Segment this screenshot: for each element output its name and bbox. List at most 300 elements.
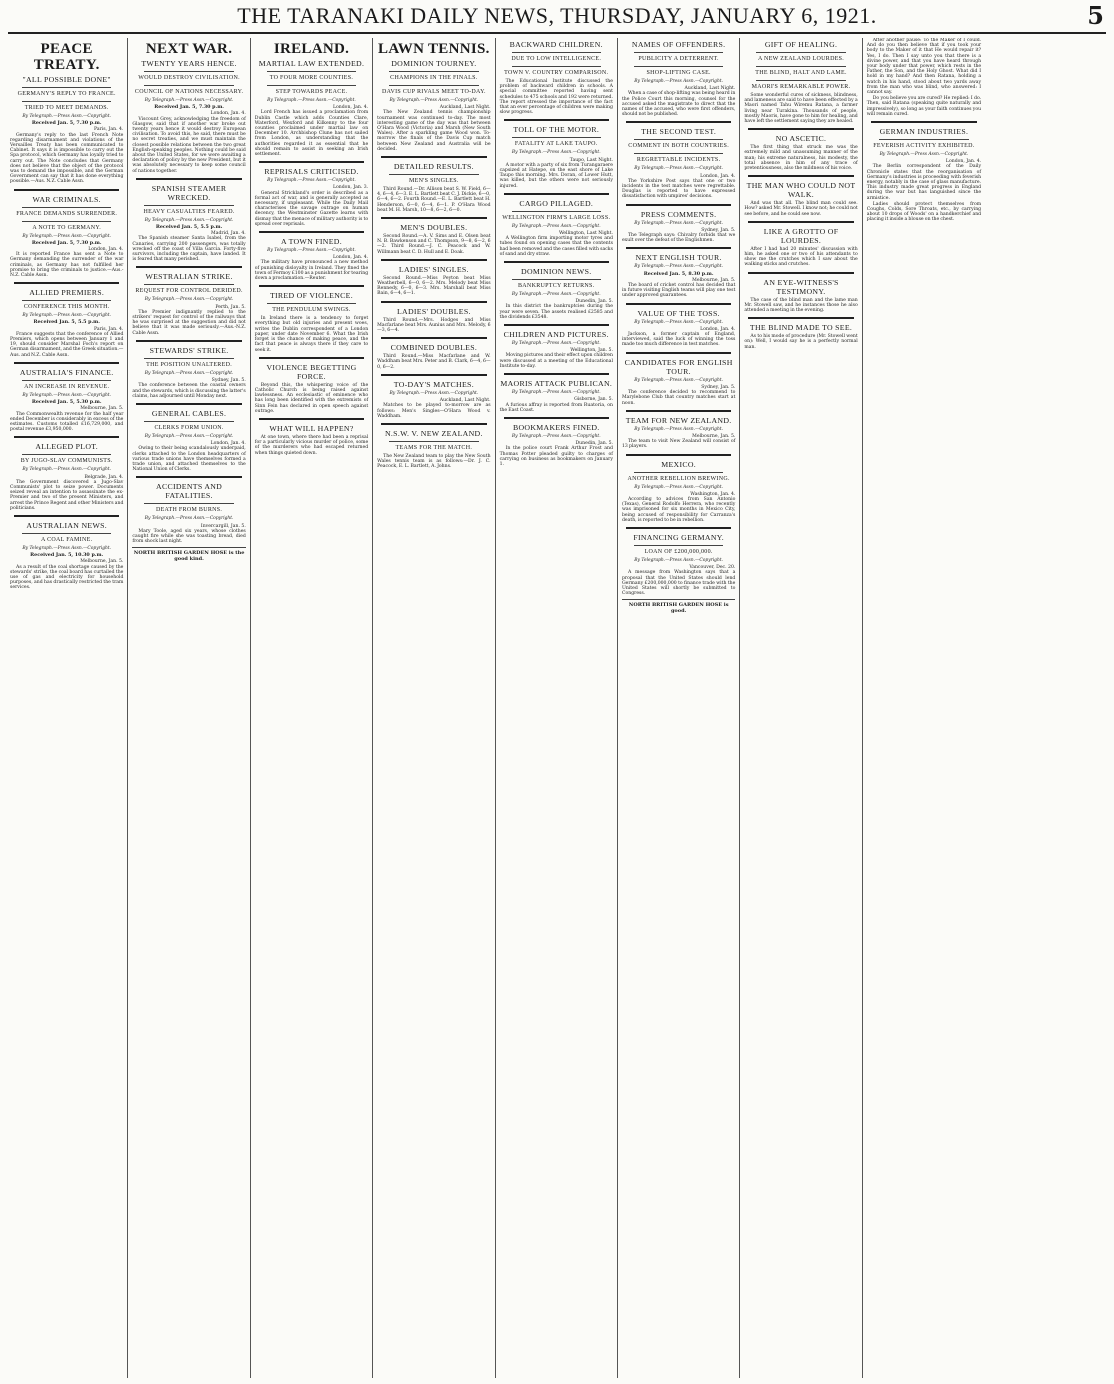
subhead-divider xyxy=(512,52,601,53)
article-subhead: STEWARDS' STRIKE. xyxy=(149,345,229,355)
article-byline: By Telegraph.—Press Assn.—Copyright. xyxy=(144,516,234,522)
article-deck: A NEW ZEALAND LOURDES. xyxy=(757,56,845,62)
article-dateline: Auckland, Last Night. xyxy=(439,398,491,404)
article-subhead: VIOLENCE BEGETTING FORCE. xyxy=(266,362,357,381)
subhead-divider xyxy=(144,71,233,72)
article-subhead: PRESS COMMENTS. xyxy=(640,209,717,219)
article-byline: By Telegraph.—Press Assn.—Copyright. xyxy=(144,217,234,223)
masthead xyxy=(8,1,1106,34)
article-dateline: London, Jan. 4. xyxy=(88,247,124,253)
article-subhead: NAMES OF OFFENDERS. xyxy=(631,40,726,49)
article-subhead: SPANISH STEAMER WRECKED. xyxy=(151,183,227,202)
received-line: Received Jan. 5, 5.30 p.m. xyxy=(31,399,102,406)
subhead-divider xyxy=(144,85,233,86)
received-line: Received Jan. 5, 5.5 p.m. xyxy=(33,319,100,326)
article-deck: MEN'S SINGLES. xyxy=(409,178,459,185)
article-body: Second Round.—Miss Peyton beat Miss Weatherbell, 6—0, 6—2. Mrs. Melody beat Miss Rennedy, 6—0, 6—3. Mrs. Marshall beat Miss Bain, 6—4, 6—1. xyxy=(377,275,491,297)
section-divider xyxy=(381,423,486,425)
article-subhead: WAR CRIMINALS. xyxy=(32,194,101,204)
section-divider xyxy=(504,193,609,195)
article-deck: COMMENT IN BOTH COUNTRIES. xyxy=(628,143,729,150)
section-divider xyxy=(748,175,853,177)
section-divider xyxy=(748,317,853,319)
article-subhead: DOMINION NEWS. xyxy=(521,267,592,277)
article-byline: By Telegraph.—Press Assn.—Copyright. xyxy=(511,150,601,156)
article-subhead: N.S.W. V. NEW ZEALAND. xyxy=(385,428,483,438)
article-subhead: TO-DAY'S MATCHES. xyxy=(393,379,474,389)
subhead-divider xyxy=(144,358,233,359)
subhead-divider xyxy=(144,205,233,206)
subhead-divider xyxy=(756,52,845,53)
article-subhead: THE BLIND MADE TO SEE. xyxy=(749,323,853,333)
article-body: Lord French has issued a proclamation from Dublin Castle which adds Counties Clare, Waterford, Wexford and Kilkenny to the four counties proclaimed under martial law on December 10. Archbishop Clune has not sailed from London, as understanding that the authorities regarded it as essential that he should remain to assist in seeking an Irish settlement. xyxy=(254,110,369,158)
article-deck: SHOP-LIFTING CASE. xyxy=(646,70,711,76)
article-byline: By Telegraph.—Press Assn.—Copyright. xyxy=(22,545,112,551)
article-byline: By Telegraph.—Press Assn.—Copyright. xyxy=(634,319,723,325)
article-deck: CHAMPIONS IN THE FINALS. xyxy=(390,75,478,81)
article-subhead: WESTRALIAN STRIKE. xyxy=(145,272,233,282)
article-body: When a case of shop-lifting was being heard in the Police Court this morning, counsel for the accused asked the magistrate to direct that the names of the accused, who were first offenders, should not be published. xyxy=(621,91,736,118)
article-byline: By Telegraph.—Press Assn.—Copyright. xyxy=(267,98,356,103)
article-byline: By Telegraph.—Press Assn.—Copyright. xyxy=(267,178,356,184)
received-line: Received Jan. 5, 7.30 p.m. xyxy=(154,104,224,111)
article-dateline: Perth, Jan. 5. xyxy=(215,304,246,310)
article-body: At one town, where there had been a reprisal for a particularly vicious murder of police, some of the murderers who had escaped returned when things quieted down. xyxy=(254,434,369,456)
article-deck: MAORI'S REMARKABLE POWER. xyxy=(751,84,851,90)
article-dateline: Wellington, Jan. 5. xyxy=(570,348,613,354)
article-dateline: London, Jan. 4. xyxy=(210,441,246,447)
article-byline: By Telegraph.—Press Assn.—Copyright. xyxy=(22,467,112,473)
article-body: Third Round.—Mrs. Hodges and Miss Macfarlane beat Mrs. Aunius and Mrs. Melody, 6—3, 6—4. xyxy=(377,317,491,334)
column-3 xyxy=(251,38,373,1378)
article-body: The Premier indignantly replied to the strikers' request for control of the railways that he was surprised at the suggestion and did not believe that it was made seriously.—Aus.-N.Z. Cable Assn. xyxy=(132,309,246,336)
article-byline: By Telegraph.—Press Assn.—Copyright. xyxy=(144,297,234,303)
subhead-divider xyxy=(144,503,233,504)
article-deck: WELLINGTON FIRM'S LARGE LOSS. xyxy=(502,214,611,221)
article-body: In this district the bankruptcies during the year were seven. The assets realised £2585 and the dividends £3548. xyxy=(499,304,613,320)
article-body: Matches to be played to-morrow are as follows: Men's Singles—O'Hara Wood v. Waddham. xyxy=(377,403,491,419)
article-subhead: ALLEGED PLOT. xyxy=(35,442,99,452)
article-byline: By Telegraph.—Press Assn.—Copyright. xyxy=(879,152,969,158)
article-dateline: Auckland, Last Night. xyxy=(439,105,491,111)
subhead-divider xyxy=(512,211,601,212)
subhead-divider xyxy=(22,87,111,88)
article-deck: CLERKS FORM UNION. xyxy=(154,424,224,431)
article-body: In Ireland there is a tendency to forget everything but old injuries and present woes, writes the Dublin correspondent of a London paper, under date November 6. What the Irish forget is the chance of making peace, and the fact that peace is always there if they care to seek it. xyxy=(254,316,369,353)
received-line: Received Jan. 5, 7.30 p.m. xyxy=(31,239,102,246)
column-7 xyxy=(740,38,862,1378)
section-divider xyxy=(136,178,241,180)
column-4 xyxy=(373,38,495,1378)
section-divider xyxy=(504,373,609,375)
article-body: The Berlin correspondent of the Daily Chronicle states that the reorganisation of Germany's industries is proceeding with feverish energy, notably in the case of glass manufacture. This industry made great progress in England during the war but has languished since the armistice. xyxy=(866,164,982,201)
article-body: The conference decided to recommend to Marylebone Club that country matches start at noon. xyxy=(621,390,736,406)
section-divider xyxy=(259,285,364,287)
article-subhead: LADIES' DOUBLES. xyxy=(396,306,471,316)
article-body: Mary Toole, aged six years, whose clothes caught fire while she was toasting bread, died from shock last night. xyxy=(132,528,246,545)
article-body: The military have pronounced a new method of punishing disloyalty in Ireland. They fined the town of Fermoy £100 as a punishment for tearing down a proclamation.—Reuter. xyxy=(254,260,369,282)
section-divider xyxy=(259,231,364,233)
article-deck: REQUEST FOR CONTROL DERIDED. xyxy=(135,288,243,295)
article-dateline: Sydney, Jan. 5. xyxy=(211,378,246,384)
article-subhead: VALUE OF THE TOSS. xyxy=(637,308,720,318)
subhead-divider xyxy=(22,300,111,301)
article-deck: ANOTHER REBELLION BREWING. xyxy=(627,475,730,482)
subhead-divider xyxy=(144,421,233,422)
article-byline: By Telegraph.—Press Assn.—Copyright. xyxy=(634,264,723,270)
article-deck: PUBLICITY A DETERRENT. xyxy=(638,56,719,62)
article-deck: A NOTE TO GERMANY. xyxy=(32,224,102,231)
article-dateline: Gisborne, Jan. 5. xyxy=(574,397,613,403)
article-subhead: DETAILED RESULTS. xyxy=(393,162,474,172)
article-subhead: MARTIAL LAW EXTENDED. xyxy=(258,59,365,68)
article-body: A Wellington firm importing motor tyres and tubes found on opening cases that the contents had been removed and the cases filled with sacks of sand and dry straw. xyxy=(499,236,613,257)
article-dateline: London, Jan. 4. xyxy=(210,111,246,117)
section-divider xyxy=(14,362,119,364)
article-dateline: Melbourne, Jan. 5. xyxy=(80,559,124,565)
article-dateline: Madrid, Jan. 4. xyxy=(211,231,246,237)
article-dateline: Taupo, Last Night. xyxy=(569,157,613,163)
columns-container xyxy=(6,38,1108,1378)
masthead-title: THE TARANAKI DAILY NEWS, THURSDAY, JANUARY 6, 1921. xyxy=(237,3,877,28)
article-dateline: Auckland, Last Night. xyxy=(684,86,736,92)
article-body: The first thing that struck me was the extremely mild and unassuming manner of the man; his extreme naturalness, his modesty, the total absence in him of any trace of pretentiousness, also the mildness of his voice. xyxy=(744,145,858,172)
section-divider xyxy=(626,121,731,123)
subhead-divider xyxy=(389,71,478,72)
article-byline: By Telegraph.—Press Assn.—Copyright. xyxy=(144,370,234,376)
article-body: The Educational Institute discussed the problem of backward children in schools. A special committee reported having sent schedules to 475 schools and 192 were returned. The report stressed the importance of the fact that an ever percentage of children were making slow progress. xyxy=(499,79,613,116)
article-subhead: "ALL POSSIBLE DONE" xyxy=(22,75,111,84)
article-deck: THE POSITION UNALTERED. xyxy=(146,361,232,368)
article-deck: TRIED TO MEET DEMANDS. xyxy=(24,105,109,111)
article-byline: By Telegraph.—Press Assn.—Copyright. xyxy=(144,98,234,103)
article-body: The New Zealand tennis championship tournament was continued to-day. The most interesting game of the day was that between O'Hara Wood (Victoria) and Marsh (New South Wales). After a sparkling game Wood won. To-morrow the finals of the Davis Cup match between New Zealand and Australia will be decided. xyxy=(377,110,491,152)
article-byline: By Telegraph.—Press Assn.—Copyright. xyxy=(511,292,601,298)
article-deck: TO FOUR MORE COUNTIES. xyxy=(269,75,354,81)
article-byline: By Telegraph.—Press Assn.—Copyright. xyxy=(634,377,723,383)
article-deck: A COAL FAMINE. xyxy=(41,536,93,543)
section-divider xyxy=(626,410,731,412)
section-divider xyxy=(626,454,731,456)
subhead-divider xyxy=(22,380,111,381)
article-dateline: Dunedin, Jan. 5. xyxy=(575,299,613,305)
article-deck: CONFERENCE THIS MONTH. xyxy=(23,304,110,311)
subhead-divider xyxy=(634,472,723,473)
article-subhead: GIFT OF HEALING. xyxy=(764,40,838,49)
article-dateline: London, Jan. 3. xyxy=(332,185,369,191)
article-dateline: Dunedin, Jan. 5. xyxy=(575,441,613,447)
article-body: Second Round.—A. V. Sims and E. Olsen beat N. B. Bawkenson and C. Thompson, 9—8, 6—2, 6—2. Third Round.—J. C. Peacock and W. Willmann beat C. D. Hull and E. Doak. xyxy=(377,234,491,255)
article-subhead: DOMINION TOURNEY. xyxy=(391,59,477,68)
section-divider xyxy=(136,340,241,342)
article-body: Ladies should protect themselves from Coughs, Colds, Sore Throats, etc., by carrying about 10 drops of Woods' on a handkerchief and placing it inside a blouse on the chest. xyxy=(866,201,982,223)
article-subhead: TIRED OF VIOLENCE. xyxy=(269,291,353,301)
article-dateline: Sydney, Jan. 5. xyxy=(701,384,736,390)
article-byline: By Telegraph.—Press Assn.—Copyright. xyxy=(22,233,112,239)
article-subhead: ALLIED PREMIERS. xyxy=(29,288,105,298)
article-body: It is reported France has sent a Note to Germany demanding the surrender of the war criminals, as Germany has not fulfilled her promise to bring the criminals to justice.—Aus.-N.Z. Cable Assn. xyxy=(10,252,124,279)
section-divider xyxy=(259,161,364,163)
article-subhead: COMBINED DOUBLES. xyxy=(390,343,478,353)
article-body: After I had had 20 minutes' discussion with him, he asked one or two of his attendants to show me the crutches which I saw about the walking sticks and crutches. xyxy=(744,246,858,268)
article-subhead: FINANCING GERMANY. xyxy=(633,532,724,542)
subhead-divider xyxy=(634,66,723,67)
section-divider xyxy=(14,189,119,191)
article-byline: By Telegraph.—Press Assn.—Copyright. xyxy=(634,426,723,432)
article-subhead: ACCIDENTS AND FATALITIES. xyxy=(156,482,223,501)
article-deck: TEAMS FOR THE MATCH. xyxy=(395,444,473,451)
article-deck: FATALITY AT LAKE TAUPO. xyxy=(514,141,598,148)
article-body: As a result of the coal shortage caused by the stewards' strike, the coal board has curtailed the use of gas and electricity for household purposes, and has drastically restricted the tram services. xyxy=(10,564,124,591)
article-subhead: CHILDREN AND PICTURES. xyxy=(503,330,609,340)
section-divider xyxy=(748,128,853,130)
article-body: France suggests that the conference of Allied Premiers, which opens between January 1 and 19, should consider Marshal Foch's report on German disarmament, and the Greek situation.—Aus. and N.Z. Cable Assn. xyxy=(10,331,124,358)
article-headline: NEXT WAR. xyxy=(145,41,233,57)
article-dateline: London, Jan. 4. xyxy=(332,105,369,111)
subhead-divider xyxy=(267,71,356,72)
received-line: Received Jan. 5, 7.30 p.m. xyxy=(31,120,102,127)
article-byline: By Telegraph.—Press Assn.—Copyright. xyxy=(634,557,723,563)
page-number: 5 xyxy=(1087,1,1104,30)
section-divider xyxy=(871,121,977,123)
section-divider xyxy=(626,303,731,305)
section-divider xyxy=(259,357,364,359)
article-body: The Government discovered a Jugo-Slav Communists' plot to seize power. Documents seized reveal an intention to assassinate the ex-Premier and two of the present Ministers, and arrest the Prince Regent and other Ministers and politicians. xyxy=(10,479,124,511)
article-subhead: MAORIS ATTACK PUBLICAN. xyxy=(500,379,613,389)
article-dateline: London, Jan. 4. xyxy=(700,326,736,332)
article-subhead: REPRISALS CRITICISED. xyxy=(264,167,359,177)
article-dateline: Washington, Jan. 4. xyxy=(690,491,736,497)
article-deck: GERMANY'S REPLY TO FRANCE. xyxy=(17,91,116,97)
article-body: The Spanish steamer Santa Isabel, from the Canaries, carrying 200 passengers, was totally wrecked off the coast of Villa Garcia. Forty-five survivors, including the captain, have landed. It is feared that many perished. xyxy=(132,236,246,263)
article-deck: STEP TOWARDS PEACE. xyxy=(275,89,348,95)
column-8 xyxy=(863,38,985,1378)
article-deck: FEVERISH ACTIVITY EXHIBITED. xyxy=(873,143,975,150)
article-dateline: Melbourne, Jan. 5. xyxy=(692,433,736,439)
article-body: After another pause: To the Maker of I could. And do you then believe that if you took your body to the Maker of it that He would repair it? Yes, I do. Then I say unto you that there is a divine power, and that you have heard through your body under that power, which rests in the Father, the Son, and the Holy Ghost. What did I hold in my hand? And then Ratana, holding a watch in his hand, stood about two yards away from the man who was blind, who answered: I cannot say. xyxy=(866,38,982,96)
section-divider xyxy=(14,282,119,284)
section-divider xyxy=(136,403,241,405)
article-subhead: TEAM FOR NEW ZEALAND. xyxy=(625,415,732,425)
subhead-divider xyxy=(267,303,356,304)
section-divider xyxy=(626,352,731,354)
article-body: The team to visit New Zealand will consist of 13 players. xyxy=(621,439,736,450)
article-body: Third Round.—Miss Macfarlane and W. Waddham beat Mrs. Peter and B. Clark, 6—4, 6—0, 6—2. xyxy=(377,354,491,370)
article-subhead: TWENTY YEARS HENCE. xyxy=(141,59,237,68)
subhead-divider xyxy=(512,137,601,138)
section-divider xyxy=(136,476,241,478)
subhead-divider xyxy=(512,279,601,280)
article-body: Third Round.—Dr. Allison beat S. W. Field, 6—4, 6—4, 6—3. E. L. Bartlett beat C. J. Dickie, 6—0, 6—4, 6—2. Fourth Round.—E. L. Bartlett beat H. Henderson, 6—0, 6—4, 6—1. P. O'Hara Wood beat M. H. Marsh, 10—8, 6—2, 6—0. xyxy=(377,187,491,213)
subhead-divider xyxy=(389,174,478,175)
article-dateline: Invercargill, Jan. 5. xyxy=(200,523,246,529)
article-byline: By Telegraph.—Press Assn.—Copyright. xyxy=(634,484,723,490)
article-body: Owing to their being scandalously underpaid, clerks attached to the London headquarters of various trade unions have themselves formed a trade union, and attached themselves to the National Union of Clerks. xyxy=(132,446,246,473)
section-divider xyxy=(381,259,486,261)
article-deck: BY JUGO-SLAV COMMUNISTS. xyxy=(20,458,113,465)
article-deck: HEAVY CASUALTIES FEARED. xyxy=(143,208,235,215)
article-dateline: Wellington, Last Night. xyxy=(558,231,613,237)
article-byline: By Telegraph.—Press Assn.—Copyright. xyxy=(267,248,356,254)
article-deck: BANKRUPTCY RETURNS. xyxy=(518,283,595,290)
subhead-divider xyxy=(512,66,601,67)
article-body: The conference between the coastal owners and the stewards, which is discussing the latter's claims, has adjourned until Monday next. xyxy=(132,383,246,399)
section-divider xyxy=(381,217,486,219)
article-subhead: AUSTRALIAN NEWS. xyxy=(26,520,107,530)
article-body: The Commonwealth revenue for the half year ended December is considerably in excess of the estimates. Customs totalled £16,729,000, and postal revenue £3,950,000. xyxy=(10,411,124,433)
section-divider xyxy=(259,418,364,420)
article-body: The Yorkshire Post says that one or two incidents in the test matches were regrettable. Douglas is reported to have expressed dissatisfaction with umpires' decisions. xyxy=(621,178,736,200)
article-subhead: A TOWN FINED. xyxy=(280,237,342,247)
article-subhead: WHAT WILL HAPPEN? xyxy=(269,423,354,433)
section-divider xyxy=(748,221,853,223)
column-6 xyxy=(618,38,740,1378)
article-body: Moving pictures and their effect upon children were discussed at a meeting of the Educational Institute to-day. xyxy=(499,353,613,369)
received-line: Received Jan. 5, 5.5 p.m. xyxy=(155,224,223,231)
article-byline: By Telegraph.—Press Assn.—Copyright. xyxy=(389,390,479,396)
article-dateline: Melbourne, Jan. 5. xyxy=(692,277,736,283)
article-body: The Telegraph says: Chivalry forbids that we exult over the defeat of the Englishmen. xyxy=(621,233,736,244)
section-divider xyxy=(626,204,731,206)
article-subhead: AN EYE-WITNESS'S TESTIMONY. xyxy=(763,277,839,296)
article-body: Do you believe you are cured? He replied: I do. Then, said Ratana (speaking quite naturally and impressively), so long as your faith continues you will remain cured. xyxy=(866,96,982,117)
article-body: The board of cricket control has decided that in future visiting English teams will play one test under approved guarantees. xyxy=(621,283,736,299)
column-5 xyxy=(496,38,618,1378)
section-divider xyxy=(381,301,486,303)
article-byline: By Telegraph.—Press Assn.—Copyright. xyxy=(634,79,723,84)
article-byline: By Telegraph.—Press Assn.—Copyright. xyxy=(634,220,723,226)
article-dateline: Paris, Jan. 4. xyxy=(93,127,124,133)
article-body: Viscount Grey, acknowledging the freedom of Glasgow, said that if another war broke out twenty years hence it would destroy European civilisation. To avoid this, he said, there must be no secret treaties, and we must maintain the closest possible relations between the two great English-speaking peoples. Nothing could be said about the United States, for we were awaiting a declaration of policy by the new President, but it was absolutely necessary to keep some council of nations together. xyxy=(132,116,246,174)
article-byline: By Telegraph.—Press Assn.—Copyright. xyxy=(634,166,723,172)
article-body: General Strickland's order is described as a formal act of war, and is generally accepted as necessary, if unpleasant. While the Daily Mail characterises the savage outrage on human decency, the Westminster Gazette learns with dismay that the menace of military authority is to spread over reprisals. xyxy=(254,190,369,227)
section-divider xyxy=(381,156,486,158)
article-deck: DAVIS CUP RIVALS MEET TO-DAY. xyxy=(381,89,486,95)
column-2 xyxy=(128,38,250,1378)
subhead-divider xyxy=(144,284,233,285)
advertisement: NORTH BRITISH GARDEN HOSE is good. xyxy=(622,599,735,614)
article-deck: AN INCREASE IN REVENUE. xyxy=(24,383,110,390)
article-deck: THE BLIND, HALT AND LAME. xyxy=(755,70,847,76)
article-body: Jackson, a former captain of England, interviewed, said the luck of winning the toss made too much difference in test matches. xyxy=(621,332,736,348)
section-divider xyxy=(14,515,119,517)
article-byline: By Telegraph.—Press Assn.—Copyright. xyxy=(389,98,479,103)
article-deck: TOWN V. COUNTRY COMPARISON. xyxy=(504,70,609,76)
article-body: Some wonderful cures of sickness, blindness, and lameness are said to have been effected by a Maori named Tahu Wiremu Ratana, a farmer living near Turakina. Thousands of people, mostly Maoris, have gone to him for healing, and have left the settlement saying they are healed. xyxy=(744,93,858,125)
subhead-divider xyxy=(634,153,723,154)
article-deck: DUE TO LOW INTELLIGENCE. xyxy=(511,56,602,62)
section-divider xyxy=(504,261,609,263)
article-subhead: BACKWARD CHILDREN. xyxy=(509,40,603,49)
article-subhead: MEN'S DOUBLES. xyxy=(400,223,468,233)
section-divider xyxy=(14,436,119,438)
advertisement: NORTH BRITISH GARDEN HOSE is the good kind. xyxy=(132,547,245,562)
article-byline: By Telegraph.—Press Assn.—Copyright. xyxy=(22,392,112,398)
article-dateline: Vancouver, Dec. 20. xyxy=(689,565,736,571)
article-body: A motor with a party of six from Turangaraere capsized at Hatepe, on the east shore of Lake Taupo this morning. Mrs. Doran, of Lower Hutt, was killed, but the others were not seriously injured. xyxy=(499,162,613,189)
subhead-divider xyxy=(22,207,111,208)
article-dateline: Melbourne, Jan. 5. xyxy=(80,406,124,412)
section-divider xyxy=(381,337,486,339)
article-headline: LAWN TENNIS. xyxy=(378,41,490,57)
article-deck: REGRETTABLE INCIDENTS. xyxy=(636,157,721,164)
section-divider xyxy=(626,527,731,529)
article-subhead: LIKE A GROTTO OF LOURDES. xyxy=(763,226,839,245)
article-dateline: London, Jan. 4. xyxy=(945,159,982,165)
article-subhead: GERMAN INDUSTRIES. xyxy=(879,127,969,137)
section-divider xyxy=(748,272,853,274)
article-deck: THE PENDULUM SWINGS. xyxy=(272,307,351,314)
subhead-divider xyxy=(756,80,845,81)
received-line: Received Jan. 5, 8.30 p.m. xyxy=(643,270,714,277)
article-deck: WOULD DESTROY CIVILISATION. xyxy=(138,75,240,81)
received-line: Received Jan. 5, 10.30 p.m. xyxy=(30,552,104,559)
article-body: The New Zealand team to play the New South Wales tennis team is as follows:—Dr. J. C. Peacock, E. L. Bartlett, A. Johns. xyxy=(377,453,491,470)
article-body: In the police court Frank Arthur Frost and Thomas Potter pleaded guilty to charges of carrying on business as bookmakers on January 1. xyxy=(499,446,613,467)
article-dateline: Sydney, Jan. 5. xyxy=(701,227,736,233)
article-subhead: TOLL OF THE MOTOR. xyxy=(513,125,600,135)
article-body: And was that all. The blind man could see. How? asked Mr. Stowell. I know not; he could not see before, and he could see now. xyxy=(744,201,858,217)
article-deck: FRANCE DEMANDS SURRENDER. xyxy=(16,210,118,217)
article-deck: COUNCIL OF NATIONS NECESSARY. xyxy=(134,89,244,95)
article-dateline: London, Jan. 4. xyxy=(700,173,736,179)
subhead-divider xyxy=(634,545,723,546)
section-divider xyxy=(626,247,731,249)
article-subhead: THE MAN WHO COULD NOT WALK. xyxy=(746,181,856,200)
article-body: As to his mode of procedure (Mr. Stowell went on): Well, I would say he is a perfectly normal man. xyxy=(744,334,858,350)
article-deck: DEATH FROM BURNS. xyxy=(155,507,223,514)
section-divider xyxy=(504,119,609,121)
article-subhead: GENERAL CABLES. xyxy=(151,408,227,418)
article-subhead: LADIES' SINGLES. xyxy=(398,264,469,274)
article-subhead: MEXICO. xyxy=(661,459,697,469)
section-divider xyxy=(381,374,486,376)
article-subhead: CARGO PILLAGED. xyxy=(519,198,594,208)
article-subhead: THE SECOND TEST. xyxy=(641,127,717,137)
subhead-divider xyxy=(22,101,111,102)
article-subhead: NO ASCETIC. xyxy=(775,134,827,144)
article-subhead: NEXT ENGLISH TOUR. xyxy=(635,253,722,263)
subhead-divider xyxy=(756,66,845,67)
subhead-divider xyxy=(267,85,356,86)
article-body: Germany's reply to the last French Note regarding disarmament and violations of the Versailles Treaty has been communicated to Cabinet. It says it is impossible to carry out the Spa protocol, which Germany has loyally tried to carry out. The Note concludes that Germany does not believe that the object of the protocol was to demand the impossible, and the German Government can say that it has done everything possible.—Aus. N.Z. Cable Assn. xyxy=(10,132,124,185)
article-byline: By Telegraph.—Press Assn.—Copyright. xyxy=(511,433,601,439)
article-dateline: Paris, Jan. 4. xyxy=(93,326,124,332)
article-deck: LOAN OF £200,000,000. xyxy=(644,548,713,555)
subhead-divider xyxy=(22,454,111,455)
section-divider xyxy=(504,417,609,419)
article-body: According to advices from San Antonio (Texas), General Rodolfo Herrera, who recently was imprisoned for six months in Mexico City, being accused of responsibility for Carranza's death, is reported to be in rebellion. xyxy=(621,496,736,523)
article-body: Beyond this, the whispering voice of the Catholic Church is being raised against lawlessness. An ecclesiastic of eminence who has long been identified with the extremists of Sinn Fein has declared in open speech against outrage. xyxy=(254,382,369,414)
article-byline: By Telegraph.—Press Assn.—Copyright. xyxy=(22,313,112,319)
article-byline: By Telegraph.—Press Assn.—Copyright. xyxy=(511,341,601,347)
subhead-divider xyxy=(879,139,969,140)
article-dateline: Belgrade, Jan. 4. xyxy=(84,474,124,480)
article-subhead: CANDIDATES FOR ENGLISH TOUR. xyxy=(624,357,733,376)
section-divider xyxy=(136,266,241,268)
article-subhead: BOOKMAKERS FINED. xyxy=(512,422,600,432)
article-body: A message from Washington says that a proposal that the United States should lend Germany £200,000,000 to finance trade with the United States will shortly be submitted to Congress. xyxy=(621,570,736,597)
column-1 xyxy=(6,38,128,1378)
subhead-divider xyxy=(634,139,723,140)
article-body: The case of the blind man and the lame man Mr. Stowell saw, and he instances those he also attended a meeting in the evening. xyxy=(744,297,858,314)
article-headline: PEACE TREATY. xyxy=(33,41,100,73)
article-byline: By Telegraph.—Press Assn.—Copyright. xyxy=(22,114,112,119)
subhead-divider xyxy=(389,441,478,442)
article-body: A furious affray is reported from Ruatoria, on the East Coast. xyxy=(499,402,613,413)
article-byline: By Telegraph.—Press Assn.—Copyright. xyxy=(144,433,234,439)
article-byline: By Telegraph.—Press Assn.—Copyright. xyxy=(511,390,601,396)
